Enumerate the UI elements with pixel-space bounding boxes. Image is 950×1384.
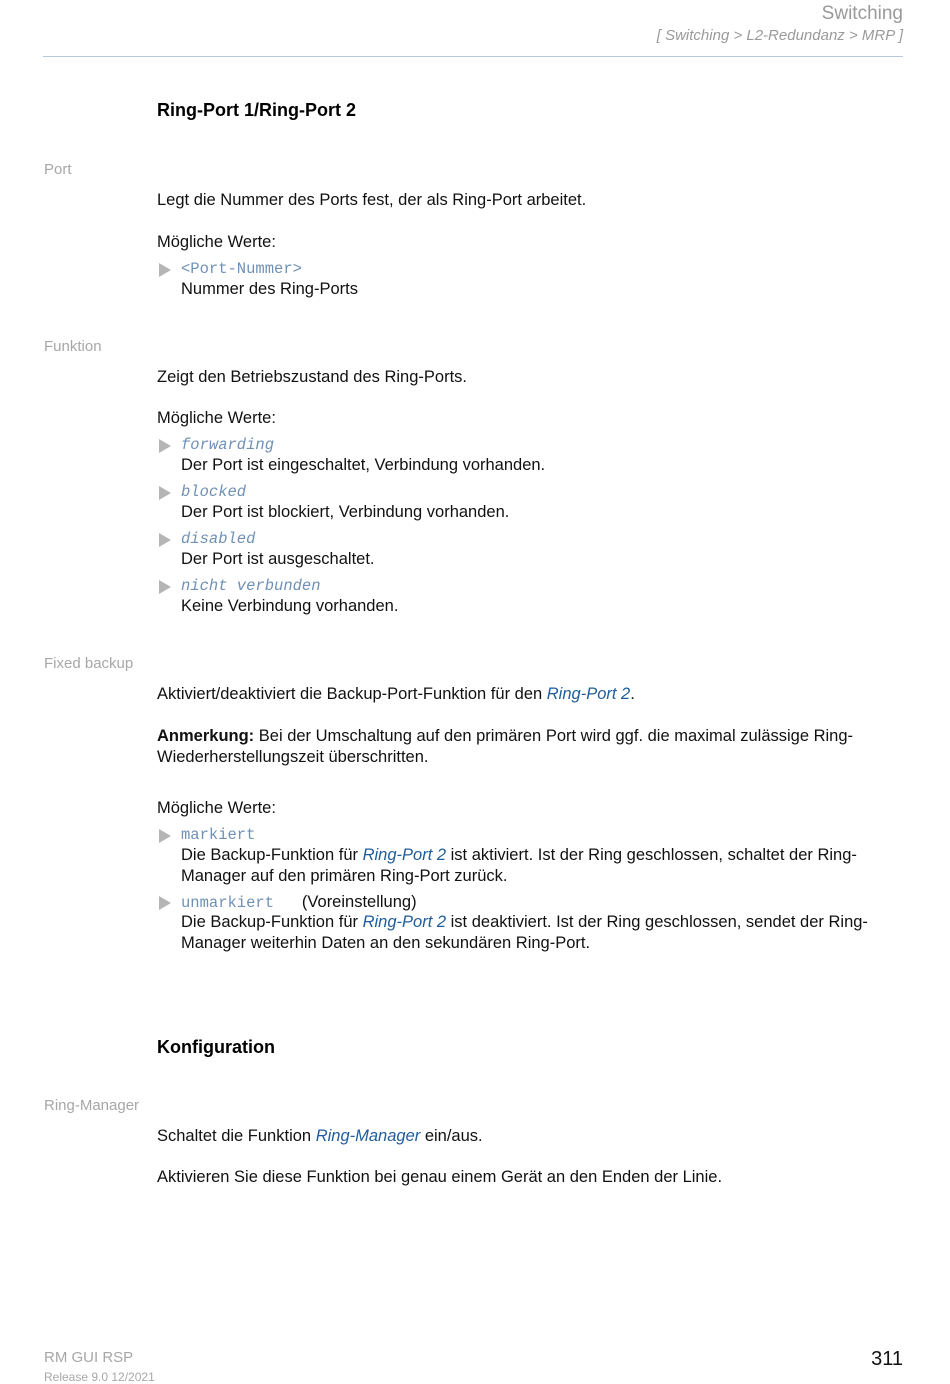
bullet-triangle-icon xyxy=(159,829,171,843)
header-title: Switching xyxy=(821,3,903,24)
fixed-backup-values-label: Mögliche Werte: xyxy=(157,799,276,817)
fixed-backup-description: Aktiviert/deaktiviert die Backup-Port-Funktion für den Ring-Port 2. xyxy=(157,685,635,703)
value-port-nummer: <Port-Nummer> xyxy=(181,260,302,278)
funktion-values-label: Mögliche Werte: xyxy=(157,409,276,427)
value-description: Der Port ist eingeschaltet, Verbindung vorhanden. xyxy=(181,456,546,474)
value-description: Keine Verbindung vorhanden. xyxy=(181,597,399,615)
header-divider xyxy=(43,56,903,57)
link-ring-manager[interactable]: Ring-Manager xyxy=(315,1127,421,1145)
link-ring-port-2[interactable]: Ring-Port 2 xyxy=(362,846,447,864)
section-heading-konfiguration: Konfiguration xyxy=(157,1037,275,1057)
bullet-triangle-icon xyxy=(159,896,171,910)
breadcrumb: [ Switching > L2-Redundanz > MRP ] xyxy=(656,27,903,44)
value-description: Der Port ist ausgeschaltet. xyxy=(181,550,375,568)
side-label-funktion: Funktion xyxy=(44,338,102,355)
page-number: 311 xyxy=(871,1348,903,1370)
link-ring-port-2[interactable]: Ring-Port 2 xyxy=(546,685,631,703)
side-label-ring-manager: Ring-Manager xyxy=(44,1097,140,1114)
default-note: (Voreinstellung) xyxy=(301,893,417,911)
port-values-label: Mögliche Werte: xyxy=(157,233,276,251)
value-description: Die Backup-Funktion für Ring-Port 2 ist aktiviert. Ist der Ring geschlossen, schaltet der Ring-Manager auf den primären Ring-Port zurück. xyxy=(181,846,857,885)
bullet-triangle-icon xyxy=(159,533,171,547)
ring-manager-description: Schaltet die Funktion Ring-Manager ein/aus. xyxy=(157,1127,483,1145)
value-forwarding: forwarding xyxy=(181,436,275,454)
section-heading-ring-port: Ring-Port 1/Ring-Port 2 xyxy=(157,100,356,120)
funktion-description: Zeigt den Betriebszustand des Ring-Ports. xyxy=(157,368,467,386)
value-nicht-verbunden: nicht verbunden xyxy=(181,577,321,595)
footer-release: Release 9.0 12/2021 xyxy=(44,1370,155,1384)
value-description: Der Port ist blockiert, Verbindung vorhanden. xyxy=(181,503,510,521)
note-label: Anmerkung: xyxy=(157,727,255,745)
port-description: Legt die Nummer des Ports fest, der als Ring-Port arbeitet. xyxy=(157,191,587,209)
bullet-triangle-icon xyxy=(159,263,171,277)
footer-doc-name: RM GUI RSP xyxy=(44,1349,134,1366)
fixed-backup-note: Anmerkung: Bei der Umschaltung auf den primären Port wird ggf. die maximal zulässige Ring-Wiederherstellungszeit überschritten. xyxy=(157,727,854,766)
side-label-fixed-backup: Fixed backup xyxy=(44,655,134,672)
side-label-port: Port xyxy=(44,161,72,178)
value-blocked: blocked xyxy=(181,483,247,501)
ring-manager-description-2: Aktivieren Sie diese Funktion bei genau einem Gerät an den Enden der Linie. xyxy=(157,1168,723,1186)
value-description: Nummer des Ring-Ports xyxy=(181,280,358,298)
link-ring-port-2[interactable]: Ring-Port 2 xyxy=(362,913,447,931)
bullet-triangle-icon xyxy=(159,486,171,500)
value-description: Die Backup-Funktion für Ring-Port 2 ist deaktiviert. Ist der Ring geschlossen, sendet der Ring-Manager weiterhin Daten an den sekundären Ring-Port. xyxy=(181,913,868,952)
value-disabled: disabled xyxy=(181,530,256,548)
bullet-triangle-icon xyxy=(159,580,171,594)
bullet-triangle-icon xyxy=(159,439,171,453)
value-unmarkiert: unmarkiert (Voreinstellung) xyxy=(181,893,417,912)
value-markiert: markiert xyxy=(181,826,256,844)
